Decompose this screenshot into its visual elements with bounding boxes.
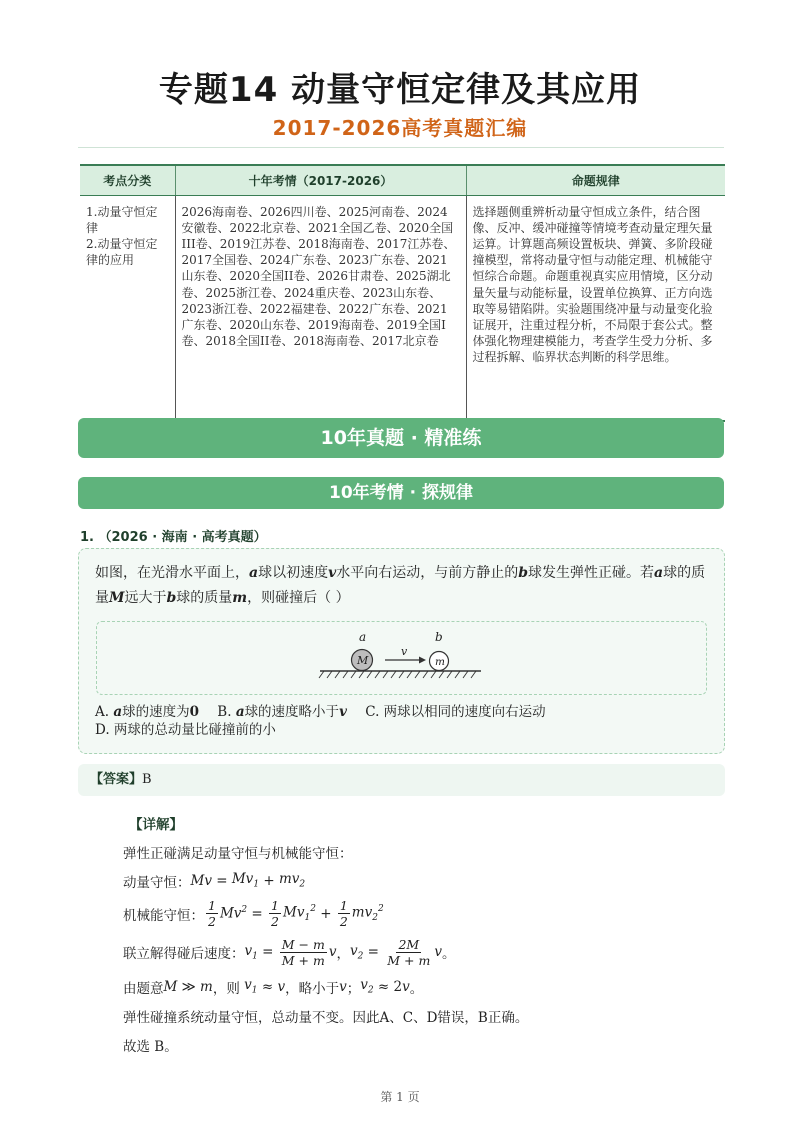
answer-value: B bbox=[142, 772, 152, 787]
option-a[interactable]: A. a球的速度为0 bbox=[95, 704, 199, 720]
explanation-heading: 【详解】 bbox=[129, 816, 183, 833]
explanation-line: 弹性正碰满足动量守恒与机械能守恒： bbox=[123, 845, 353, 862]
page-title: 专题14 动量守恒定律及其应用 bbox=[158, 70, 642, 110]
velocity-arrowhead bbox=[419, 657, 426, 664]
page-number: 第 1 页 bbox=[380, 1090, 420, 1104]
ground-hatch bbox=[319, 671, 476, 678]
title-divider bbox=[78, 147, 724, 148]
label-b: b bbox=[435, 632, 443, 644]
table-cell-pattern: 选择题侧重辨析动量守恒成立条件，结合图像、反冲、缓冲碰撞等情境考查动量定理矢量运算。计算题高频设置板块、弹簧、多阶段碰撞模型，常将动量守恒与动能定理、机械能守恒综合命题。命题重视真实应用情境，区分动量矢量与动能标量，设置单位换算、正方向选取等易错陷阱。实验题围绕冲量与动量变化验证展开，注重过程分析，不局限于套公式。整体强化物理建模能力，考查学生受力分析、多过程拆解、临界状态判断的科学思维。 bbox=[466, 195, 725, 421]
table-header-pattern: 命题规律 bbox=[466, 165, 725, 195]
table-row bbox=[80, 195, 725, 421]
table-header-history: 十年考情（2017-2026） bbox=[175, 165, 466, 195]
page-subtitle: 2017-2026高考真题汇编 bbox=[272, 116, 528, 140]
option-b[interactable]: B. a球的速度略小于v bbox=[217, 704, 347, 720]
option-c[interactable]: C. 两球以相同的速度向右运动 bbox=[365, 704, 546, 720]
section-banner-analysis: 10年考情 · 探规律 bbox=[78, 477, 724, 509]
question-stem: 如图，在光滑水平面上，a球以初速度v水平向右运动，与前方静止的b球发生弹性正碰。若a球的质量M远大于b球的质量m，则碰撞后（ ） bbox=[95, 565, 706, 606]
option-d[interactable]: D. 两球的总动量比碰撞前的小 bbox=[95, 722, 276, 738]
ball-b-mass: m bbox=[435, 656, 445, 668]
explanation-momentum: 动量守恒： Mv = $Mv_1$ + $mv_2$ bbox=[123, 871, 306, 891]
table-cell-history: 2026海南卷、2026四川卷、2025河南卷、2024安徽卷、2022北京卷、2021全国乙卷、2020全国III卷、2019江苏卷、2018海南卷、2017江苏卷、2017全国卷、2024广东卷、2023广东卷、2021山东卷、2020全国II卷、2026甘肃卷、2025湖北卷、2025浙江卷、2024重庆卷、2023山东卷、2023浙江卷、2022福建卷、2022广东卷、2021广东卷、2020山东卷、2019海南卷、2019全国I卷、2018全国II卷、2018海南卷、2017北京卷 bbox=[175, 195, 466, 421]
section-banner-practice: 10年真题 · 精准练 bbox=[78, 418, 724, 458]
velocity-label: v bbox=[401, 645, 408, 658]
exam-analysis-table bbox=[80, 164, 725, 422]
ball-a-mass: M bbox=[357, 654, 369, 667]
collision-figure bbox=[318, 632, 483, 684]
question-number: 1. （2026 · 海南 · 高考真题） bbox=[80, 530, 267, 545]
table-header-row bbox=[80, 165, 725, 195]
question-options bbox=[95, 703, 715, 739]
explanation-conclusion: 故选 B。 bbox=[123, 1038, 178, 1055]
label-a: a bbox=[359, 632, 367, 644]
explanation-approx: 由题意 M ≫ m ，则 $v_1$ ≈ v ，略小于 v ； $v_2$ ≈ 2 v 。 bbox=[123, 977, 424, 997]
explanation-solution: 联立解得碰后速度： $v_1$ = $\frac{M - m}{M + m}$ v ， $v_2$ = $\frac{2M}{M + m}$ v 。 bbox=[123, 936, 456, 968]
explanation-energy: 机械能守恒： $\frac{1}{2}$ Mv$^2$ = $\frac{1}{2}$ $Mv_1^2$ + $\frac{1}{2}$ $mv_2^2$ bbox=[123, 898, 384, 929]
table-header-category: 考点分类 bbox=[80, 165, 175, 195]
explanation bbox=[123, 808, 683, 1059]
explanation-line: 弹性碰撞系统动量守恒，总动量不变。因此A、C、D错误，B正确。 bbox=[123, 1009, 529, 1026]
answer-bar bbox=[78, 764, 725, 796]
table-cell-category: 1.动量守恒定律 2.动量守恒定律的应用 bbox=[80, 195, 175, 421]
answer-label: 【答案】 bbox=[90, 772, 143, 787]
